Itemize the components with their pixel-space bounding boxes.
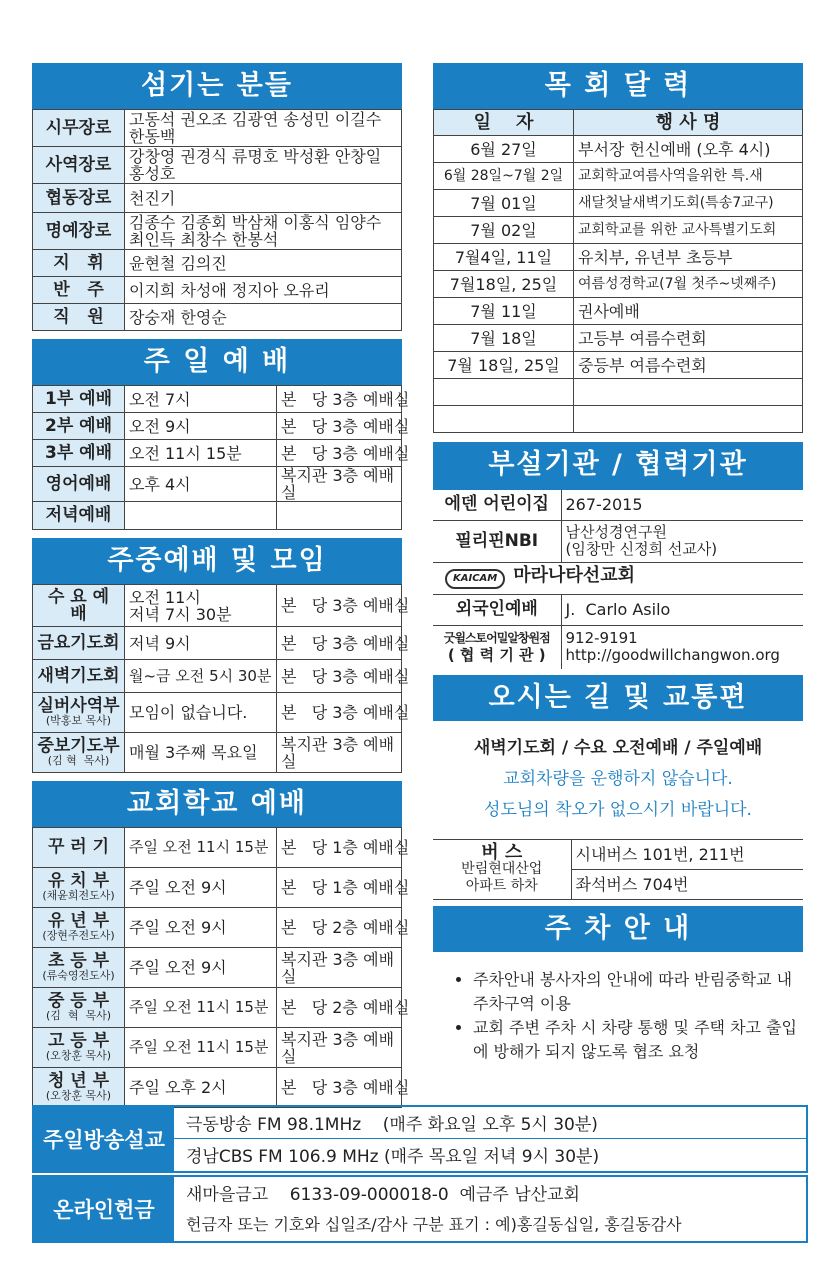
serving-table [32, 109, 402, 331]
calendar-date: 7월4일, 11일 [434, 244, 574, 271]
phil-label: 필리핀NBI [433, 520, 561, 562]
calendar-col-date: 일 자 [434, 110, 574, 136]
directions-caution: 성도님의 착오가 없으시기 바랍니다. [484, 800, 752, 820]
kaicam-row [433, 562, 803, 594]
sunday-place: 본 당 3층 예배실 [277, 386, 402, 413]
calendar-date: 7월 18일, 25일 [434, 352, 574, 379]
affiliates-table [433, 488, 803, 669]
parking-item: • 주차안내 봉사자의 안내에 따라 반림중학교 내 주차구역 이용 [473, 968, 803, 1016]
weekday-place: 본 당 3층 예배실 [277, 660, 402, 693]
school-label: 꾸 러 기 [33, 828, 125, 868]
weekday-leader: (박홍보 목사) [45, 714, 112, 727]
calendar-table [433, 109, 803, 433]
calendar-event: 중등부 여름수련회 [574, 352, 803, 379]
school-time: 주일 오전 11시 15분 [125, 828, 277, 868]
offering-label: 온라인헌금 [34, 1177, 174, 1241]
serving-value: 강창영 권경식 류명호 박성환 안창일 홍성호 [125, 147, 402, 184]
left-column [32, 63, 410, 1108]
goodwill-label-cell [433, 625, 561, 669]
eden-phone: 267-2015 [561, 489, 803, 520]
serving-value: 고동석 권오조 김광연 송성민 이길수 한동백 [125, 110, 402, 147]
calendar-date [434, 379, 574, 406]
school-label-cell [33, 868, 125, 908]
goodwill-phone: 912-9191 [565, 629, 638, 648]
school-label: 초 등 부 [47, 951, 110, 971]
bus-label-cell [433, 840, 571, 900]
serving-label: 시무장로 [33, 110, 125, 147]
school-label-cell [33, 908, 125, 948]
weekday-label: 새벽기도회 [33, 660, 125, 693]
phil-info: 남산성경연구원 (임창만 신정희 선교사) [561, 520, 803, 562]
offering-box [32, 1175, 808, 1243]
bus-seat: 좌석버스 704번 [571, 870, 803, 900]
kaicam-logo: KAICAM [445, 569, 505, 589]
bus-table [433, 839, 803, 900]
calendar-date: 7월 02일 [434, 217, 574, 244]
serving-value: 장숭재 한영순 [125, 304, 402, 331]
serving-value: 윤현철 김의진 [125, 250, 402, 277]
school-label: 유 치 부 [47, 871, 110, 891]
school-place: 복지관 3층 예배실 [277, 1028, 402, 1068]
weekday-place: 본 당 3층 예배실 [277, 585, 402, 627]
offering-instruction: 헌금자 또는 기호와 십일조/감사 구분 표기 : 예)홍길동십일, 홍길동감사 [186, 1215, 682, 1234]
school-place: 본 당 1층 예배실 [277, 868, 402, 908]
directions-header: 오시는 길 및 교통편 [433, 675, 803, 721]
parking-list [433, 968, 803, 1064]
school-time: 주일 오전 11시 15분 [125, 1028, 277, 1068]
weekday-time: 월~금 오전 5시 30분 [125, 660, 277, 693]
foreign-label: 외국인예배 [433, 594, 561, 625]
sunday-time [125, 502, 277, 530]
sunday-label: 1부 예배 [33, 386, 125, 413]
weekday-time: 모임이 없습니다. [125, 693, 277, 733]
sunday-time: 오후 4시 [125, 467, 277, 502]
school-leader: (류숙영전도사) [42, 969, 115, 982]
calendar-date: 6월 28일~7월 2일 [434, 163, 574, 190]
school-label: 청 년 부 [47, 1071, 110, 1091]
goodwill-label: 굿윌스토어밀알창원점 [443, 631, 550, 646]
right-column [433, 63, 803, 1064]
bus-city: 시내버스 101번, 211번 [571, 840, 803, 870]
serving-label: 사역장로 [33, 147, 125, 184]
calendar-header: 목 회 달 력 [433, 63, 803, 109]
broadcast-label: 주일방송설교 [34, 1107, 174, 1171]
school-time: 주일 오전 9시 [125, 908, 277, 948]
broadcast-line-2: 경남CBS FM 106.9 MHz (매주 목요일 저녁 9시 30분) [186, 1147, 600, 1167]
calendar-date: 7월 11일 [434, 298, 574, 325]
calendar-date: 6월 27일 [434, 136, 574, 163]
weekday-label-cell [33, 733, 125, 773]
school-label-cell [33, 1068, 125, 1108]
calendar-event: 새달첫날새벽기도회(특송7교구) [574, 190, 803, 217]
parking-header: 주 차 안 내 [433, 906, 803, 952]
weekday-label: 실버사역부 [37, 696, 120, 716]
foreign-pastor: J. Carlo Asilo [561, 594, 803, 625]
goodwill-url: http://goodwillchangwon.org [565, 646, 780, 665]
school-header: 교회학교 예배 [32, 781, 402, 827]
school-time: 주일 오전 11시 15분 [125, 988, 277, 1028]
goodwill-sub: ( 협 력 기 관 ) [447, 646, 546, 665]
school-label-cell [33, 1028, 125, 1068]
calendar-date: 7월 18일 [434, 325, 574, 352]
calendar-event [574, 379, 803, 406]
calendar-date [434, 406, 574, 433]
calendar-event: 여름성경학교(7월 첫주~넷째주) [574, 271, 803, 298]
calendar-event: 교회학교를 위한 교사특별기도회 [574, 217, 803, 244]
weekday-place: 복지관 3층 예배실 [277, 733, 402, 773]
school-leader: (김 혁 목사) [45, 1009, 112, 1022]
school-place: 본 당 3층 예배실 [277, 1068, 402, 1108]
sunday-time: 오전 9시 [125, 413, 277, 440]
serving-value: 김종수 김종회 박삼채 이홍식 임양수 최인득 최창수 한봉석 [125, 213, 402, 250]
school-label: 중 등 부 [47, 991, 110, 1011]
school-leader: (오창훈 목사) [45, 1049, 112, 1062]
school-leader: (오창훈 목사) [45, 1089, 112, 1102]
school-label: 유 년 부 [47, 911, 110, 931]
school-place: 본 당 2층 예배실 [277, 988, 402, 1028]
sunday-table [32, 385, 410, 530]
sunday-label: 영어예배 [33, 467, 125, 502]
serving-value: 이지희 차성애 정지아 오유리 [125, 277, 402, 304]
weekday-label: 수 요 예 배 [33, 585, 125, 627]
calendar-event: 고등부 여름수련회 [574, 325, 803, 352]
sunday-place: 복지관 3층 예배실 [277, 467, 402, 502]
school-label-cell [33, 948, 125, 988]
parking-item: • 교회 주변 주차 시 차량 통행 및 주택 차고 출입에 방해가 되지 않도록 협조 요청 [473, 1016, 803, 1064]
sunday-label: 3부 예배 [33, 440, 125, 467]
goodwill-info [561, 625, 803, 669]
weekday-time: 매월 3주째 목요일 [125, 733, 277, 773]
weekday-label: 중보기도부 [37, 736, 120, 756]
school-place: 본 당 1층 예배실 [277, 828, 402, 868]
weekday-label-cell [33, 693, 125, 733]
weekday-time: 저녁 9시 [125, 627, 277, 660]
calendar-event: 유치부, 유년부 초등부 [574, 244, 803, 271]
kaicam-name: 마라나타선교회 [513, 565, 635, 586]
sunday-place [277, 502, 402, 530]
weekday-leader: (김 혁 목사) [47, 754, 110, 767]
serving-label: 지 휘 [33, 250, 125, 277]
weekday-time: 오전 11시 저녁 7시 30분 [125, 585, 277, 627]
serving-value: 천진기 [125, 184, 402, 213]
weekday-label: 금요기도회 [33, 627, 125, 660]
calendar-event: 부서장 헌신예배 (오후 4시) [574, 136, 803, 163]
offering-lines [174, 1177, 806, 1241]
school-place: 본 당 2층 예배실 [277, 908, 402, 948]
weekday-table [32, 584, 410, 773]
calendar-date: 7월18일, 25일 [434, 271, 574, 298]
calendar-event: 권사예배 [574, 298, 803, 325]
school-table [32, 827, 410, 1108]
offering-account: 새마을금고 6133-09-000018-0 예금주 남산교회 [186, 1185, 580, 1205]
sunday-place: 본 당 3층 예배실 [277, 440, 402, 467]
school-leader: (장현주전도사) [42, 929, 115, 942]
sunday-time: 오전 7시 [125, 386, 277, 413]
directions-no-vehicle: 교회차량을 운행하지 않습니다. [503, 769, 733, 789]
calendar-date: 7월 01일 [434, 190, 574, 217]
eden-label: 에덴 어린이집 [433, 489, 561, 520]
calendar-event: 교회학교여름사역을위한 특.새 [574, 163, 803, 190]
serving-label: 직 원 [33, 304, 125, 331]
sunday-header: 주 일 예 배 [32, 339, 402, 385]
serving-label: 협동장로 [33, 184, 125, 213]
broadcast-box [32, 1105, 808, 1173]
broadcast-line-1: 극동방송 FM 98.1MHz (매주 화요일 오후 5시 30분) [174, 1107, 806, 1139]
directions-services: 새벽기도회 / 수요 오전예배 / 주일예배 [473, 738, 763, 758]
sunday-label: 저녁예배 [33, 502, 125, 530]
calendar-event [574, 406, 803, 433]
bus-stop: 반림현대산업 아파트 하차 [461, 861, 543, 894]
school-time: 주일 오전 9시 [125, 948, 277, 988]
school-time: 주일 오전 9시 [125, 868, 277, 908]
sunday-place: 본 당 3층 예배실 [277, 413, 402, 440]
directions-notice [433, 721, 803, 826]
sunday-label: 2부 예배 [33, 413, 125, 440]
affiliates-header: 부설기관 / 협력기관 [433, 442, 803, 488]
sunday-time: 오전 11시 15분 [125, 440, 277, 467]
serving-label: 명예장로 [33, 213, 125, 250]
serving-label: 반 주 [33, 277, 125, 304]
bus-label: 버 스 [481, 842, 523, 863]
serving-header: 섬기는 분들 [32, 63, 402, 109]
school-label-cell [33, 988, 125, 1028]
school-place: 복지관 3층 예배실 [277, 948, 402, 988]
weekday-place: 본 당 3층 예배실 [277, 627, 402, 660]
school-leader: (채윤희전도사) [42, 889, 115, 902]
school-time: 주일 오후 2시 [125, 1068, 277, 1108]
weekday-header: 주중예배 및 모임 [32, 538, 402, 584]
broadcast-lines [174, 1107, 806, 1171]
weekday-place: 본 당 3층 예배실 [277, 693, 402, 733]
school-label: 고 등 부 [47, 1031, 110, 1051]
calendar-col-event: 행 사 명 [574, 110, 803, 136]
